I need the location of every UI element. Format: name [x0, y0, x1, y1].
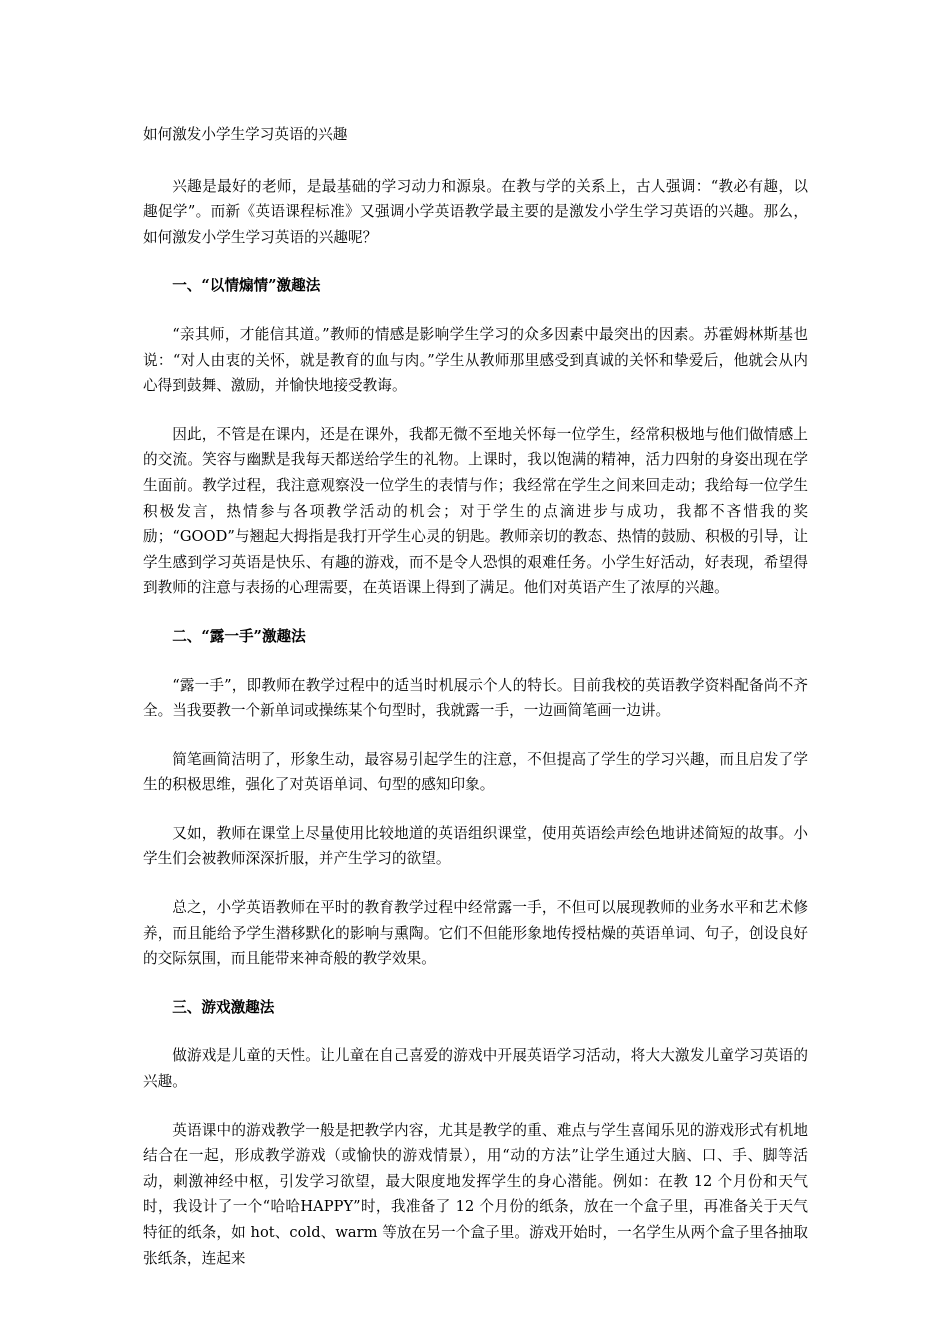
section3-paragraph-1: 做游戏是儿童的天性。让儿童在自己喜爱的游戏中开展英语学习活动，将大大激发儿童学习英语的兴趣。 [143, 1047, 808, 1091]
section1-paragraph-1: “亲其师，才能信其道。”教师的情感是影响学生学习的众多因素中最突出的因素。苏霍姆林斯基也说：“对人由衷的关怀，就是教育的血与肉。”学生从教师那里感受到真诚的关怀和挚爱后，他就会从内心得到鼓舞、激励，并愉快地接受教诲。 [143, 325, 808, 395]
document-title: 如何激发小学生学习英语的兴趣 [143, 126, 348, 143]
section-heading-2: 二、“露一手”激趣法 [172, 627, 306, 645]
section2-paragraph-2: 简笔画简洁明了，形象生动，最容易引起学生的注意，不但提高了学生的学习兴趣，而且启发了学生的积极思维，强化了对英语单词、句型的感知印象。 [143, 750, 808, 794]
section2-paragraph-3: 又如，教师在课堂上尽量使用比较地道的英语组织课堂，使用英语绘声绘色地讲述简短的故事。小学生们会被教师深深折服，并产生学习的欲望。 [143, 824, 808, 868]
section2-paragraph-4: 总之，小学英语教师在平时的教育教学过程中经常露一手，不但可以展现教师的业务水平和艺术修养，而且能给予学生潜移默化的影响与熏陶。它们不但能形象地传授枯燥的英语单词、句子，创设良好的交际氛围，而且能带来神奇般的教学效果。 [143, 899, 808, 968]
section-heading-1: 一、“以情煽情”激趣法 [172, 277, 321, 295]
document-page [143, 122, 808, 1294]
section-heading-3: 三、游戏激趣法 [172, 998, 275, 1016]
section3-paragraph-2: 英语课中的游戏教学一般是把教学内容，尤其是教学的重、难点与学生喜闻乐见的游戏形式有机地结合在一起，形成教学游戏（或愉快的游戏情景），用“动的方法”让学生通过大脑、口、手、脚等活动，刺激神经中枢，引发学习欲望，最大限度地发挥学生的身心潜能。例如：在教 12 个月份和天气时，我设计了一个“哈哈HAPPY”时，我准备了 12 个月份的纸条，放在一个盒子里，再准备关于天气特征的纸条，如 hot、cold、warm 等放在另一个盒子里。游戏开始时，一名学生从两个盒子里各抽取张纸条，连起来 [143, 1121, 808, 1267]
section1-paragraph-2: 因此，不管是在课内，还是在课外，我都无微不至地关怀每一位学生，经常积极地与他们做情感上的交流。笑容与幽默是我每天都送给学生的礼物。上课时，我以饱满的精神，活力四射的身姿出现在学生面前。教学过程，我注意观察没一位学生的表情与作；我经常在学生之间来回走动；我给每一位学生积极发言，热情参与各项教学活动的机会；对于学生的点滴进步与成功，我都不吝惜我的奖励；“GOOD”与翘起大拇指是我打开学生心灵的钥匙。教师亲切的教态、热情的鼓励、积极的引导，让学生感到学习英语是快乐、有趣的游戏，而不是令人恐惧的艰难任务。小学生好活动，好表现，希望得到教师的注意与表扬的心理需要，在英语课上得到了满足。他们对英语产生了浓厚的兴趣。 [143, 425, 808, 597]
section2-paragraph-1: “露一手”，即教师在教学过程中的适当时机展示个人的特长。目前我校的英语教学资料配备尚不齐全。当我要教一个新单词或操练某个句型时，我就露一手，一边画简笔画一边讲。 [143, 676, 808, 720]
intro-paragraph: 兴趣是最好的老师，是最基础的学习动力和源泉。在教与学的关系上，古人强调：“教必有趣，以趣促学”。而新《英语课程标准》又强调小学英语教学最主要的是激发小学生学习英语的兴趣。那么，如何激发小学生学习英语的兴趣呢？ [143, 177, 808, 246]
